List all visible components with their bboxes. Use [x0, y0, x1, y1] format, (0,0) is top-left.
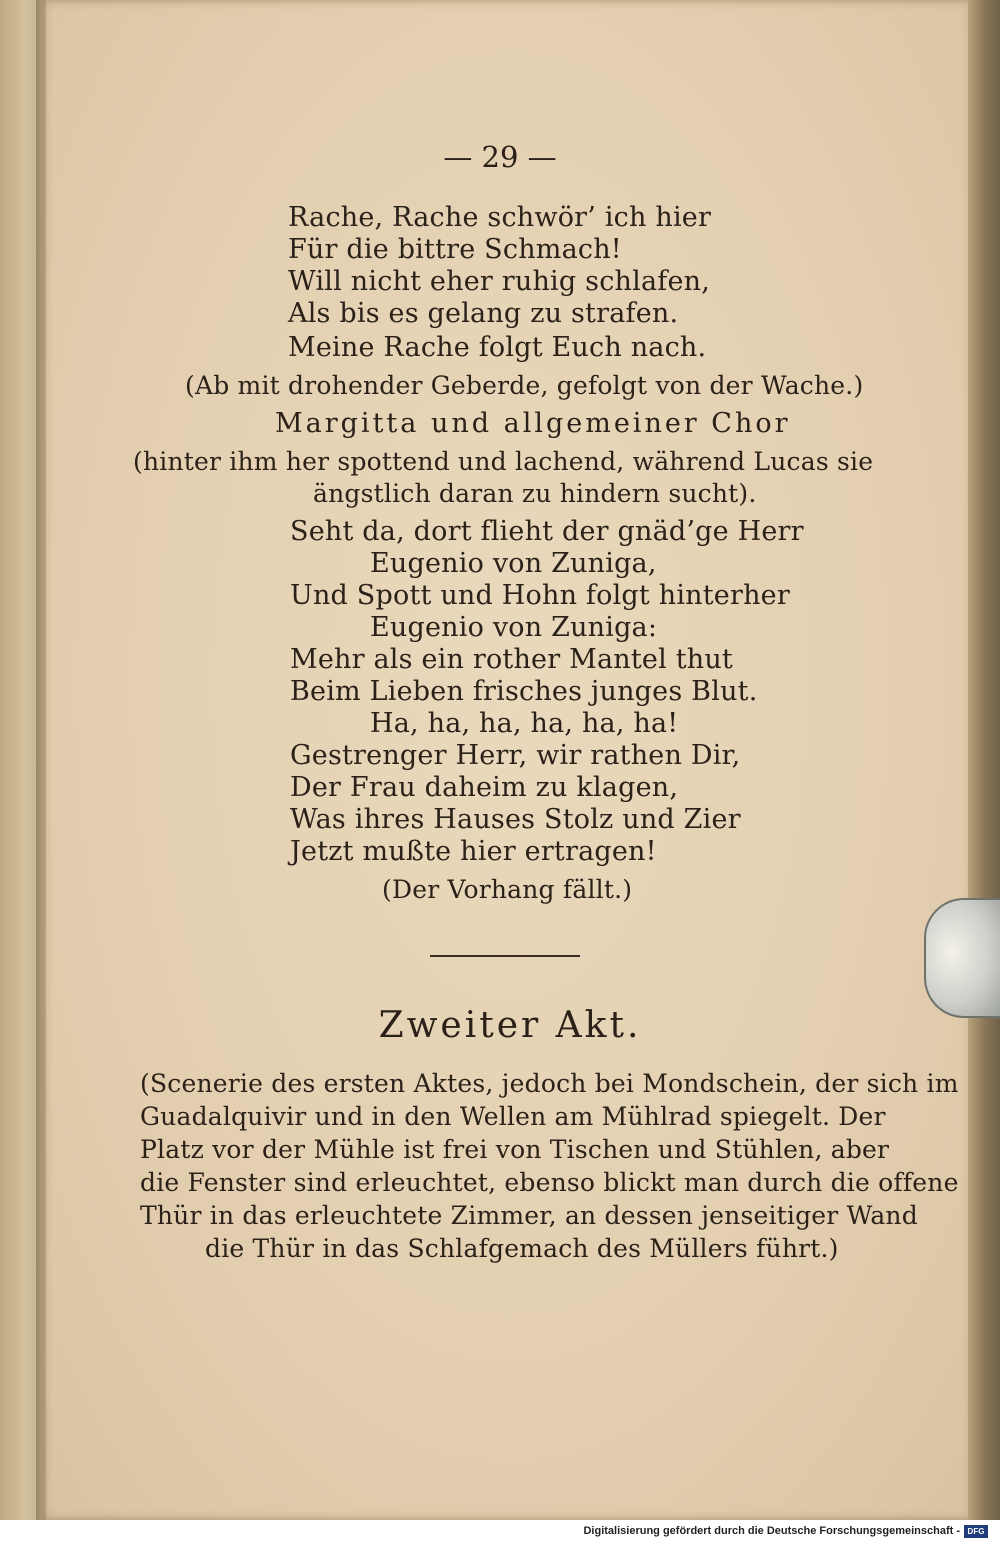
previous-page-edge: [0, 0, 40, 1544]
verse-line: Eugenio von Zuniga:: [370, 612, 658, 643]
verse-line: Mehr als ein rother Mantel thut: [290, 644, 733, 675]
chorus-direction-line: (hinter ihm her spottend und lachend, während Lucas sie: [133, 447, 874, 476]
stage-direction-exit: (Ab mit drohender Geberde, gefolgt von der Wache.): [185, 371, 864, 400]
section-divider: [430, 955, 580, 957]
scene-description-line: die Fenster sind erleuchtet, ebenso blickt man durch die offene: [140, 1168, 959, 1197]
page-edge-shadow: [968, 0, 1000, 1520]
verse-line: Eugenio von Zuniga,: [370, 548, 657, 579]
verse-line: Gestrenger Herr, wir rathen Dir,: [290, 740, 741, 771]
verse-line: Beim Lieben frisches junges Blut.: [290, 676, 758, 707]
verse-line: Als bis es gelang zu strafen.: [288, 298, 679, 329]
page-number: — 29 —: [443, 140, 557, 174]
scene-description-line: Guadalquivir und in den Wellen am Mühlrad spiegelt. Der: [140, 1102, 886, 1131]
verse-line: Jetzt mußte hier ertragen!: [290, 836, 657, 867]
scene-description-line: die Thür in das Schlafgemach des Müllers führt.): [205, 1234, 839, 1263]
verse-line: Ha, ha, ha, ha, ha, ha!: [370, 708, 679, 739]
act-title: Zweiter Akt.: [378, 1005, 642, 1046]
scene-description-line: Platz vor der Mühle ist frei von Tischen und Stühlen, aber: [140, 1135, 890, 1164]
verse-line: Seht da, dort flieht der gnäd’ge Herr: [290, 516, 804, 547]
verse-line: Und Spott und Hohn folgt hinterher: [290, 580, 790, 611]
dfg-logo-icon: DFG: [964, 1525, 988, 1538]
verse-line: Der Frau daheim zu klagen,: [290, 772, 679, 803]
verse-line: Rache, Rache schwör’ ich hier: [288, 202, 712, 233]
verse-line: Was ihres Hauses Stolz und Zier: [290, 804, 741, 835]
scene-description-line: Thür in das erleuchtete Zimmer, an dessen jenseitiger Wand: [140, 1201, 918, 1230]
chorus-heading: Margitta und allgemeiner Chor: [275, 408, 791, 439]
chorus-direction-line: ängstlich daran zu hindern sucht).: [313, 479, 757, 508]
verse-line: Meine Rache folgt Euch nach.: [288, 332, 707, 363]
stage-direction-curtain: (Der Vorhang fällt.): [382, 875, 633, 904]
verse-line: Will nicht eher ruhig schlafen,: [288, 266, 710, 297]
book-gutter: [36, 0, 46, 1544]
digitization-credit: Digitalisierung gefördert durch die Deutsche Forschungsgemeinschaft -: [583, 1525, 960, 1537]
page-clip-icon: [924, 898, 1000, 1018]
verse-line: Für die bittre Schmach!: [288, 234, 622, 265]
scene-description-line: (Scenerie des ersten Aktes, jedoch bei Mondschein, der sich im: [140, 1069, 959, 1098]
